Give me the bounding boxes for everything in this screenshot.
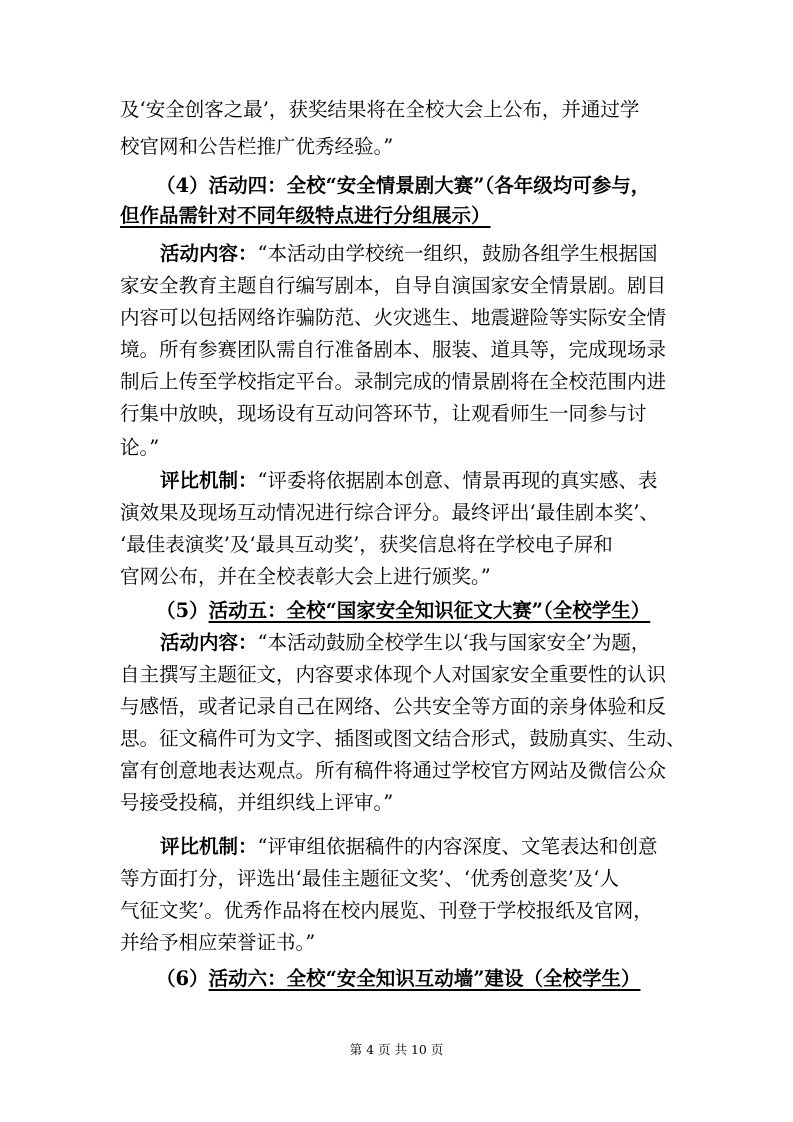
paragraph-start bbox=[160, 465, 658, 497]
body-line: 富有创意地表达观点。所有稿件将通过学校官方网站及微信公众 bbox=[120, 759, 667, 782]
body-line: 论。” bbox=[120, 436, 160, 459]
body-line: 并给予相应荣誉证书。” bbox=[120, 931, 316, 954]
body-line: 官网公布，并在全校表彰大会上进行颁奖。” bbox=[120, 565, 491, 588]
section-heading-4-cont bbox=[120, 200, 491, 232]
paragraph-label: 评比机制： bbox=[160, 835, 258, 858]
paragraph-label: 评比机制： bbox=[160, 469, 258, 492]
paragraph-start bbox=[160, 238, 658, 270]
paragraph-text: “本活动由学校统一组织，鼓励各组学生根据国 bbox=[257, 242, 658, 265]
body-line: 等方面打分，评选出‘最佳主题征文奖’、‘优秀创意奖’及‘人 bbox=[120, 867, 619, 890]
section-heading-5 bbox=[156, 595, 650, 627]
body-line: 校官网和公告栏推广优秀经验。” bbox=[120, 135, 394, 158]
body-line: 自主撰写主题征文，内容要求体现个人对国家安全重要性的认识 bbox=[120, 663, 667, 686]
paragraph-start bbox=[160, 627, 650, 659]
paragraph-text: “评委将依据剧本创意、情景再现的真实感、表 bbox=[257, 469, 658, 492]
body-line: 号接受投稿，并组织线上评审。” bbox=[120, 791, 394, 814]
body-line: ‘最佳表演奖’及‘最具互动奖’，获奖信息将在学校电子屏和 bbox=[120, 533, 613, 556]
heading-number: （5） bbox=[156, 599, 209, 622]
section-heading-6 bbox=[156, 963, 641, 995]
body-line: 境。所有参赛团队需自行准备剧本、服装、道具等，完成现场录 bbox=[120, 338, 667, 361]
body-line: 思。征文稿件可为文字、插图或图文结合形式，鼓励真实、生动、 bbox=[120, 727, 686, 750]
section-heading-4: （4）活动四：全校“安全情景剧大赛”（各年级均可参与， bbox=[156, 174, 651, 197]
body-line: 与感悟，或者记录自己在网络、公共安全等方面的亲身体验和反 bbox=[120, 695, 667, 718]
body-line: 家安全教育主题自行编写剧本，自导自演国家安全情景剧。剧目 bbox=[120, 274, 667, 297]
body-line: 内容可以包括网络诈骗防范、火灾逃生、地震避险等实际安全情 bbox=[120, 306, 667, 329]
heading-underlined-text: 活动六：全校“安全知识互动墙”建设（全校学生） bbox=[208, 967, 641, 990]
page-footer bbox=[0, 1040, 793, 1058]
paragraph-label: 活动内容： bbox=[160, 242, 258, 265]
body-line: 行集中放映，现场设有互动问答环节，让观看师生一同参与讨 bbox=[120, 402, 647, 425]
body-line: 及‘安全创客之最’，获奖结果将在全校大会上公布，并通过学 bbox=[120, 98, 640, 121]
paragraph-text: “本活动鼓励全校学生以‘我与国家安全’为题， bbox=[257, 631, 651, 654]
paragraph-label: 活动内容： bbox=[160, 631, 258, 654]
paragraph-start bbox=[160, 831, 658, 863]
page-number: 第 4 页 共 10 页 bbox=[349, 1042, 444, 1057]
body-line: 制后上传至学校指定平台。录制完成的情景剧将在全校范围内进 bbox=[120, 370, 667, 393]
heading-underlined-text: 但作品需针对不同年级特点进行分组展示） bbox=[120, 204, 491, 227]
heading-underlined-text: 活动五：全校“国家安全知识征文大赛”（全校学生） bbox=[208, 599, 651, 622]
paragraph-text: “评审组依据稿件的内容深度、文笔表达和创意 bbox=[257, 835, 658, 858]
body-line: 气征文奖’。优秀作品将在校内展览、刊登于学校报纸及官网， bbox=[120, 899, 653, 922]
body-line: 演效果及现场互动情况进行综合评分。最终评出‘最佳剧本奖’、 bbox=[120, 501, 659, 524]
heading-number: （6） bbox=[156, 967, 209, 990]
